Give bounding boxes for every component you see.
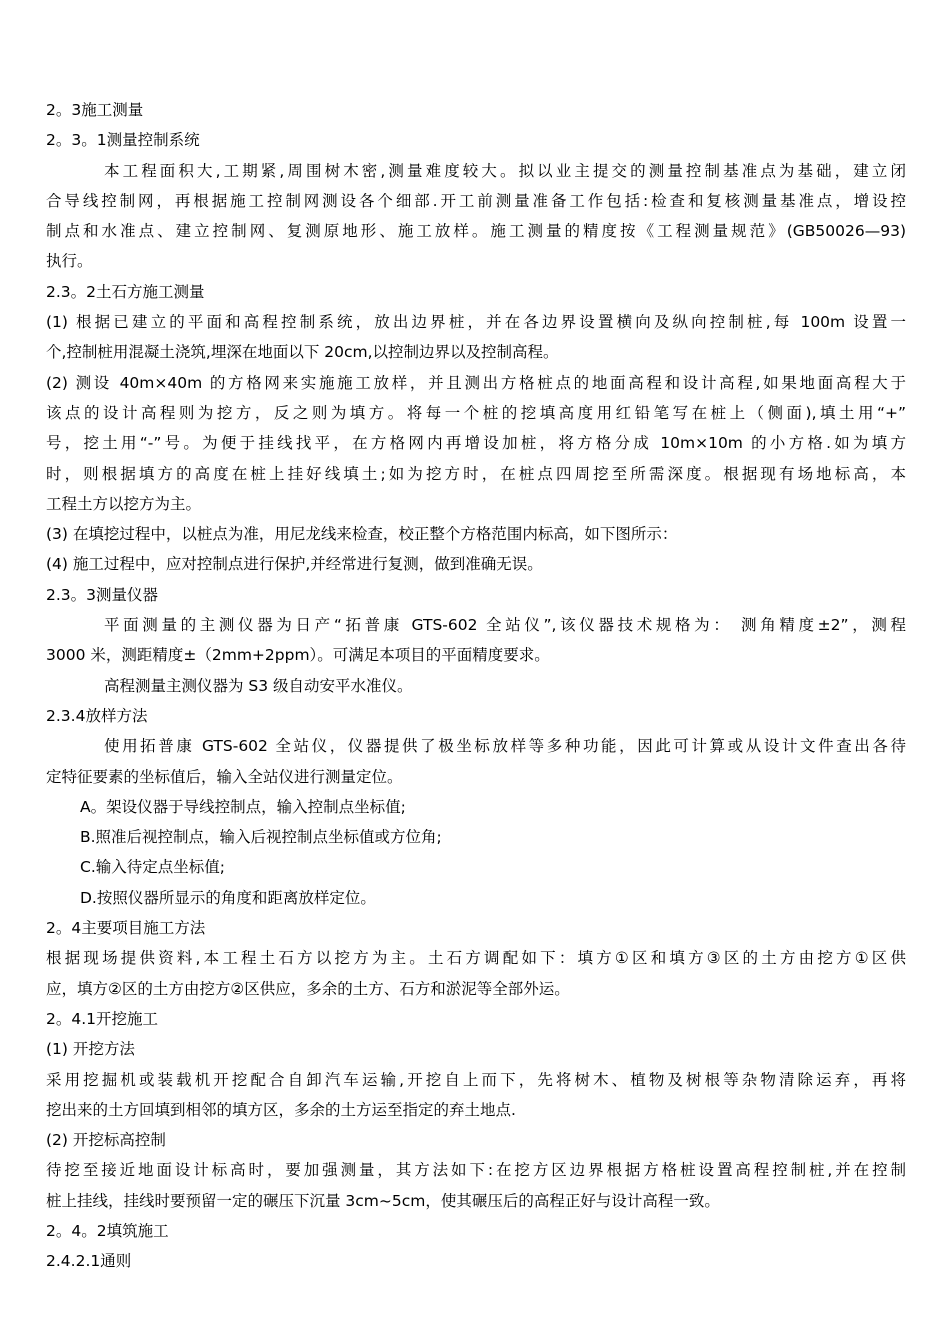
paragraph-line: 根据现场提供资料,本工程土石方以挖方为主。土石方调配如下：填方①区和填方③区的土方由挖方①区供: [46, 949, 906, 968]
section-heading: 2。4主要项目施工方法: [46, 919, 206, 938]
section-heading: 2.3。3测量仪器: [46, 585, 159, 604]
paragraph-line: 挖出来的土方回填到相邻的填方区，多余的土方运至指定的弃土地点.: [46, 1100, 516, 1119]
paragraph-line: (1) 开挖方法: [46, 1040, 135, 1059]
paragraph-line: 个,控制桩用混凝土浇筑,埋深在地面以下 20cm,以控制边界以及控制高程。: [46, 343, 559, 362]
paragraph-line: 应，填方②区的土方由挖方②区供应，多余的土方、石方和淤泥等全部外运。: [46, 979, 570, 998]
list-item: C.输入待定点坐标值;: [80, 858, 225, 877]
section-heading: 2。3施工测量: [46, 101, 144, 119]
paragraph-line: 时，则根据填方的高度在桩上挂好线填土;如为挖方时，在桩点四周挖至所需深度。根据现有场地标高，本: [46, 464, 906, 483]
list-item: A。架设仪器于导线控制点，输入控制点坐标值;: [80, 797, 406, 816]
paragraph-line: 合导线控制网，再根据施工控制网测设各个细部.开工前测量准备工作包括:检查和复核测量基准点，增设控: [46, 191, 906, 210]
paragraph-line: 待挖至接近地面设计标高时，要加强测量，其方法如下:在挖方区边界根据方格桩设置高程控制桩,并在控制: [46, 1161, 906, 1180]
section-heading: 2.3.4放样方法: [46, 706, 148, 725]
document-body: [46, 95, 906, 1277]
paragraph-line: 该点的设计高程则为挖方，反之则为填方。将每一个桩的挖填高度用红铅笔写在桩上（侧面),填土用“+”: [46, 403, 906, 422]
paragraph-line: 高程测量主测仪器为 S3 级自动安平水准仪。: [104, 676, 413, 695]
paragraph-line: 桩上挂线，挂线时要预留一定的碾压下沉量 3cm~5cm，使其碾压后的高程正好与设计高程一致。: [46, 1191, 720, 1210]
paragraph-line: 本工程面积大,工期紧,周围树木密,测量难度较大。拟以业主提交的测量控制基准点为基础，建立闭: [104, 161, 906, 180]
paragraph-line: 号，挖土用“-”号。为便于挂线找平，在方格网内再增设加桩，将方格分成 10m×10m 的小方格.如为填方: [46, 434, 906, 453]
list-item: B.照准后视控制点，输入后视控制点坐标值或方位角;: [80, 828, 442, 847]
paragraph-line: 3000 米，测距精度±（2mm+2ppm）。可满足本项目的平面精度要求。: [46, 646, 550, 665]
section-heading: 2.4.2.1通则: [46, 1252, 132, 1271]
list-item: D.按照仪器所显示的角度和距离放样定位。: [80, 888, 376, 907]
paragraph-line: 使用拓普康 GTS-602 全站仪，仪器提供了极坐标放样等多种功能，因此可计算或从设计文件查出各待: [104, 737, 906, 756]
paragraph-line: (4) 施工过程中，应对控制点进行保护,并经常进行复测，做到准确无误。: [46, 555, 543, 574]
paragraph-line: (2) 开挖标高控制: [46, 1131, 166, 1150]
section-heading: 2。4.1开挖施工: [46, 1009, 159, 1028]
paragraph-line: 制点和水准点、建立控制网、复测原地形、施工放样。施工测量的精度按《工程测量规范》(GB50026—93): [46, 222, 906, 241]
paragraph-line: (2) 测设 40m×40m 的方格网来实施施工放样，并且测出方格桩点的地面高程和设计高程,如果地面高程大于: [46, 373, 906, 392]
section-heading: 2。3。1测量控制系统: [46, 131, 200, 150]
paragraph-line: (1) 根据已建立的平面和高程控制系统，放出边界桩，并在各边界设置横向及纵向控制桩,每 100m 设置一: [46, 313, 906, 332]
section-heading: 2.3。2土石方施工测量: [46, 282, 205, 301]
paragraph-line: 采用挖掘机或装载机开挖配合自卸汽车运输,开挖自上而下，先将树木、植物及树根等杂物清除运弃，再将: [46, 1070, 906, 1089]
paragraph-line: (3) 在填挖过程中，以桩点为准，用尼龙线来检查，校正整个方格范围内标高，如下图所示：: [46, 525, 678, 544]
paragraph-line: 工程土方以挖方为主。: [46, 494, 202, 513]
paragraph-line: 执行。: [46, 252, 93, 271]
paragraph-line: 平面测量的主测仪器为日产“拓普康 GTS-602 全站仪”,该仪器技术规格为： 测角精度±2”，测程: [104, 616, 906, 635]
paragraph-line: 定特征要素的坐标值后，输入全站仪进行测量定位。: [46, 767, 403, 786]
section-heading: 2。4。2填筑施工: [46, 1221, 169, 1240]
